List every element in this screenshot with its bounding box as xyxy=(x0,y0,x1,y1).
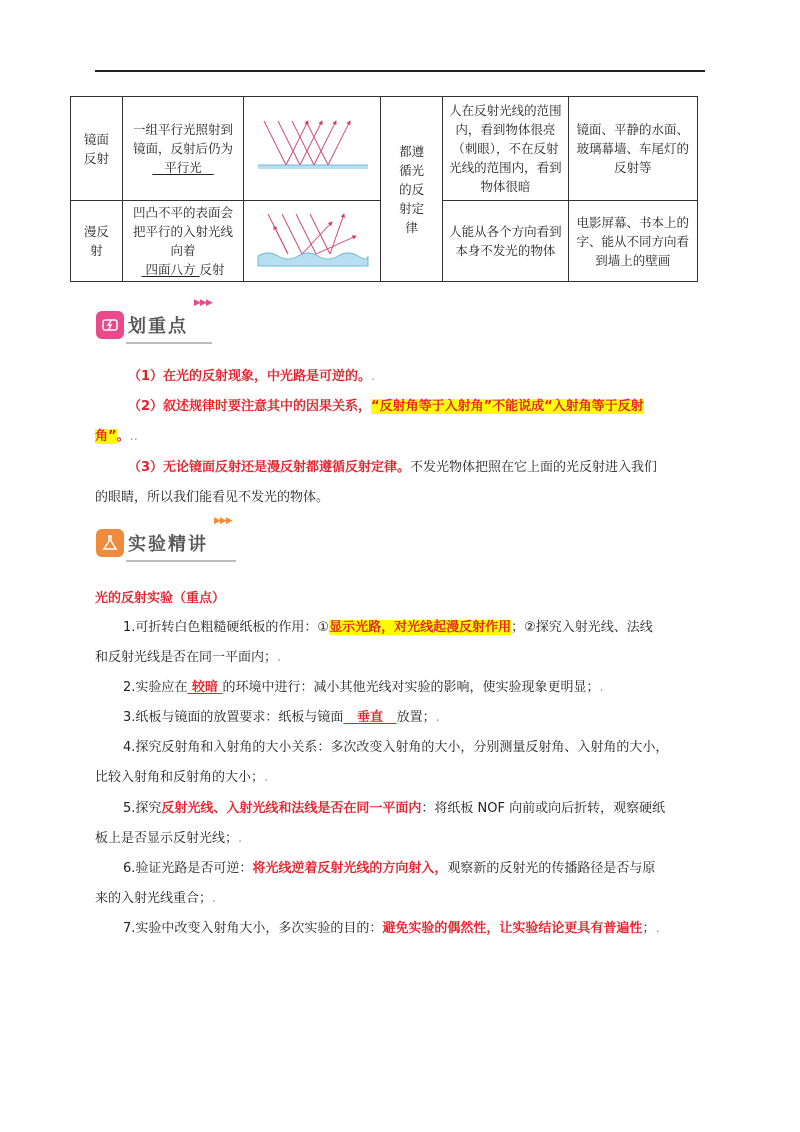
table-row xyxy=(71,97,698,201)
description-cell xyxy=(122,97,243,201)
body-text: 板上是否显示反射光线； xyxy=(95,831,239,846)
eye-cell: 人在反射光线的范围内，看到物体很亮（刺眼），不在反射光线的范围内，看到物体很暗 xyxy=(443,97,568,201)
experiment-item-7: 7.实验中改变入射角大小，多次实验的目的：避免实验的偶然性，让实验结论更具有普遍性；. xyxy=(95,913,705,945)
experiment-item-5-cont: 板上是否显示反射光线；. xyxy=(95,831,243,846)
description-cell xyxy=(122,201,243,282)
emphasis-text: 避免实验的偶然性，让实验结论更具有普遍性 xyxy=(382,921,643,936)
body-text: 的眼睛，所以我们能看见不发光的物体。 xyxy=(95,490,330,505)
diffuse-reflection-diagram xyxy=(244,201,381,282)
eye-cell: 人能从各个方向看到本身不发光的物体 xyxy=(443,201,568,282)
fill-blank: 较暗 xyxy=(191,680,218,695)
body-text: 不发光物体把照在它上面的光反射进入我们 xyxy=(410,460,658,475)
key-points-heading xyxy=(96,298,212,342)
section-title: 实验精讲 xyxy=(128,534,208,555)
fill-blank: 四面八方 xyxy=(145,262,196,277)
experiment-title-text: 光的反射实验（重点） xyxy=(95,591,226,606)
body-text: 来的入射光线重合； xyxy=(95,891,213,906)
body-text: 4.探究反射角和入射角的大小关系：多次改变入射角的大小，分别测量反射角、入射角的大小， xyxy=(123,740,669,755)
emphasis-text: 将光线逆着反射光线的方向射入， xyxy=(252,861,448,876)
experiment-item-2: 2.实验应在 较暗 的环境中进行：减小其他光线对实验的影响，使实验现象更明显；. xyxy=(95,672,705,704)
experiment-item-1 xyxy=(95,612,705,644)
examples-cell: 镜面、平静的水面、玻璃幕墙、车尾灯的反射等 xyxy=(568,97,697,201)
type-cell: 镜面 反射 xyxy=(71,97,123,201)
fill-blank: 平行光 xyxy=(164,160,202,175)
description-text: 反射 xyxy=(199,262,225,277)
body-text: 3.纸板与镜面的放置要求：纸板与镜面 xyxy=(123,710,344,725)
body-text: ； xyxy=(642,921,656,936)
law-cell: 都遵循光的反射定律 xyxy=(381,97,443,282)
experiment-item-6 xyxy=(95,853,705,885)
body-text: 的环境中进行：减小其他光线对实验的影响，使实验现象更明显； xyxy=(222,680,600,695)
body-text: 比较入射角和反射角的大小； xyxy=(95,770,265,785)
body-text: ：将纸板 NOF 向前或向后折转，观察硬纸 xyxy=(421,801,666,816)
body-text: 7.实验中改变入射角大小，多次实验的目的： xyxy=(123,921,383,936)
body-text: 和反射光线是否在同一平面内； xyxy=(95,650,278,665)
key-point-3-cont xyxy=(95,482,705,514)
section-title: 划重点 xyxy=(128,316,188,337)
arrow-decoration-icon: ▶▶▶ xyxy=(194,298,212,308)
key-point-text: （1）在光的反射现象，中光路是可逆的。 xyxy=(128,369,372,384)
body-text: 5.探究 xyxy=(123,801,162,816)
header-rule xyxy=(95,70,705,72)
experiment-item-6-cont: 来的入射光线重合；. xyxy=(95,891,217,906)
body-text: 2.实验应在 xyxy=(123,680,188,695)
key-point-text: （2）叙述规律时要注意其中的因果关系， xyxy=(128,399,372,414)
experiment-title xyxy=(95,583,705,615)
flask-icon xyxy=(96,529,124,557)
title-underline xyxy=(126,560,236,562)
key-point-2-cont: 角”。.. xyxy=(95,429,138,444)
experiment-heading xyxy=(96,516,232,560)
highlighted-text: 角” xyxy=(95,429,117,444)
key-point-1: （1）在光的反射现象，中光路是可逆的。. xyxy=(95,361,705,393)
highlighted-text: 显示光路，对光线起漫反射作用 xyxy=(329,620,512,635)
body-text: 放置； xyxy=(396,710,436,725)
type-cell: 漫反 射 xyxy=(71,201,123,282)
highlighted-text: “反射角等于入射角”不能说成“入射角等于反射 xyxy=(371,399,644,414)
body-text: 1.可折转白色粗糙硬纸板的作用：① xyxy=(123,620,330,635)
experiment-item-4 xyxy=(95,732,705,764)
reflection-comparison-table xyxy=(70,96,698,282)
description-text: 凹凸不平的表面会把平行的入射光线向着 xyxy=(133,205,234,258)
description-text: 一组平行光照射到镜面，反射后仍为 xyxy=(133,122,234,156)
experiment-item-5 xyxy=(95,793,705,825)
arrow-decoration-icon: ▶▶▶ xyxy=(214,516,232,526)
experiment-item-1-cont: 和反射光线是否在同一平面内；. xyxy=(95,650,282,665)
mirror-reflection-diagram xyxy=(244,97,381,201)
key-point-text: 。 xyxy=(116,429,130,444)
emphasis-text: 反射光线、入射光线和法线是否在同一平面内 xyxy=(161,801,422,816)
body-text: 6.验证光路是否可逆： xyxy=(123,861,253,876)
experiment-item-4-cont: 比较入射角和反射角的大小；. xyxy=(95,770,269,785)
key-point-3 xyxy=(95,452,705,484)
key-point-2 xyxy=(95,391,705,423)
fill-blank: 垂直 xyxy=(356,710,383,725)
examples-cell: 电影屏幕、书本上的字、能从不同方向看到墙上的壁画 xyxy=(568,201,697,282)
key-point-text: （3）无论镜面反射还是漫反射都遵循反射定律。 xyxy=(128,460,411,475)
body-text: ；②探究入射光线、法线 xyxy=(511,620,653,635)
experiment-item-3: 3.纸板与镜面的放置要求：纸板与镜面 垂直 放置；. xyxy=(95,702,705,734)
lightning-icon xyxy=(96,311,124,339)
title-underline xyxy=(126,342,212,344)
body-text: 观察新的反射光的传播路径是否与原 xyxy=(447,861,656,876)
